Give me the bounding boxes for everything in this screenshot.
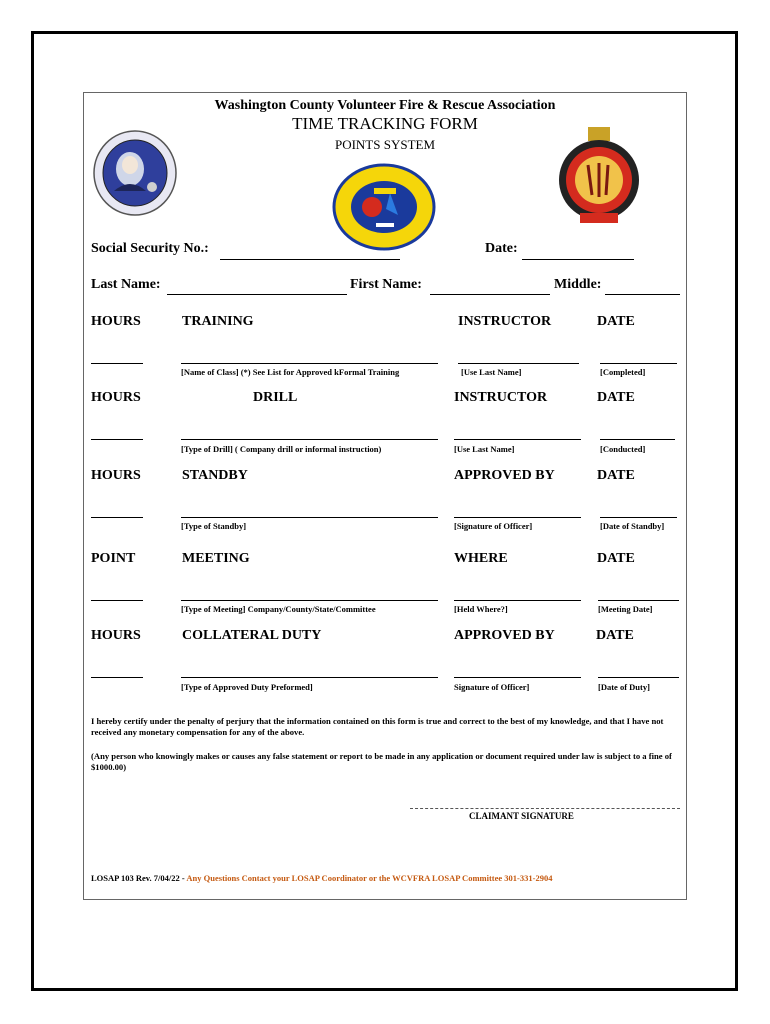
mfr-emblem-logo xyxy=(558,125,640,229)
association-badge-logo xyxy=(332,163,437,251)
county-seal-logo xyxy=(92,129,178,217)
training-instructor-line[interactable] xyxy=(458,363,579,364)
form-title: TIME TRACKING FORM xyxy=(292,114,478,133)
form-subtitle: POINTS SYSTEM xyxy=(334,137,436,152)
first-name-input-line[interactable] xyxy=(430,294,550,295)
standby-date-line[interactable] xyxy=(600,517,677,518)
first-name-label: First Name: xyxy=(350,277,422,292)
standby-date-caption: [Date of Standby] xyxy=(600,521,665,531)
form-footer xyxy=(91,873,552,883)
standby-date-header: DATE xyxy=(597,468,635,483)
drill-type-caption: [Type of Drill] ( Company drill or informal instruction) xyxy=(181,444,382,454)
collateral-duty-type-line[interactable] xyxy=(181,677,438,678)
claimant-signature-line[interactable] xyxy=(410,808,680,809)
certification-statement: I hereby certify under the penalty of perjury that the information contained on this form is true and correct to the best of my knowledge, and that I have not received any monetary compensation for any of the above. xyxy=(91,716,664,737)
training-class-caption: [Name of Class] (*) See List for Approved kFormal Training xyxy=(181,367,400,377)
date-input-line[interactable] xyxy=(522,259,634,260)
training-date-caption: [Completed] xyxy=(600,367,646,377)
collateral-date-header: DATE xyxy=(596,628,634,643)
standby-officer-signature-line[interactable] xyxy=(454,517,581,518)
middle-name-label: Middle: xyxy=(554,277,602,292)
drill-date-line[interactable] xyxy=(600,439,675,440)
meeting-date-line[interactable] xyxy=(598,600,679,601)
form-revision: LOSAP 103 Rev. 7/04/22 - xyxy=(91,873,187,883)
standby-approved-by-header: APPROVED BY xyxy=(454,468,555,483)
drill-instructor-line[interactable] xyxy=(454,439,581,440)
meeting-where-line[interactable] xyxy=(454,600,581,601)
meeting-points-line[interactable] xyxy=(91,600,143,601)
meeting-header: MEETING xyxy=(182,551,250,566)
training-hours-header: HOURS xyxy=(91,314,141,329)
standby-hours-line[interactable] xyxy=(91,517,143,518)
meeting-where-caption: [Held Where?] xyxy=(454,604,508,614)
standby-officer-caption: [Signature of Officer] xyxy=(454,521,533,531)
meeting-date-header: DATE xyxy=(597,551,635,566)
meeting-point-header: POINT xyxy=(91,551,136,566)
training-instructor-caption: [Use Last Name] xyxy=(461,367,522,377)
drill-type-line[interactable] xyxy=(181,439,438,440)
drill-header: DRILL xyxy=(253,390,298,405)
collateral-hours-line[interactable] xyxy=(91,677,143,678)
organization-name: Washington County Volunteer Fire & Rescue Association xyxy=(214,98,556,113)
ssn-input-line[interactable] xyxy=(220,259,400,260)
meeting-type-line[interactable] xyxy=(181,600,438,601)
standby-hours-header: HOURS xyxy=(91,468,141,483)
drill-date-header: DATE xyxy=(597,390,635,405)
collateral-officer-caption: Signature of Officer] xyxy=(454,682,530,692)
last-name-input-line[interactable] xyxy=(167,294,347,295)
training-date-line[interactable] xyxy=(600,363,677,364)
middle-name-input-line[interactable] xyxy=(605,294,680,295)
collateral-duty-header: COLLATERAL DUTY xyxy=(182,628,322,643)
standby-type-line[interactable] xyxy=(181,517,438,518)
contact-info: Any Questions Contact your LOSAP Coordinator or the WCVFRA LOSAP Committee 301-331-2904 xyxy=(186,873,553,883)
standby-type-caption: [Type of Standby] xyxy=(181,521,247,531)
ssn-label: Social Security No.: xyxy=(91,241,209,256)
training-class-line[interactable] xyxy=(181,363,438,364)
training-instructor-header: INSTRUCTOR xyxy=(458,314,552,329)
drill-instructor-header: INSTRUCTOR xyxy=(454,390,548,405)
drill-hours-header: HOURS xyxy=(91,390,141,405)
collateral-date-line[interactable] xyxy=(598,677,679,678)
claimant-signature-label: CLAIMANT SIGNATURE xyxy=(469,811,574,821)
form-sheet xyxy=(83,92,687,900)
drill-hours-line[interactable] xyxy=(91,439,143,440)
collateral-officer-signature-line[interactable] xyxy=(454,677,581,678)
date-label: Date: xyxy=(485,241,518,256)
training-header: TRAINING xyxy=(182,314,254,329)
collateral-approved-by-header: APPROVED BY xyxy=(454,628,555,643)
drill-instructor-caption: [Use Last Name] xyxy=(454,444,515,454)
collateral-hours-header: HOURS xyxy=(91,628,141,643)
drill-date-caption: [Conducted] xyxy=(600,444,646,454)
penalty-warning: (Any person who knowingly makes or causes any false statement or report to be made in any application or document required under law is subject to a fine of $1000.00) xyxy=(91,751,672,772)
meeting-where-header: WHERE xyxy=(454,551,508,566)
training-hours-line[interactable] xyxy=(91,363,143,364)
standby-header: STANDBY xyxy=(182,468,248,483)
last-name-label: Last Name: xyxy=(91,277,161,292)
collateral-date-caption: [Date of Duty] xyxy=(598,682,650,692)
meeting-type-caption: [Type of Meeting] Company/County/State/Committee xyxy=(181,604,376,614)
collateral-duty-caption: [Type of Approved Duty Preformed] xyxy=(181,682,313,692)
meeting-date-caption: [Meeting Date] xyxy=(598,604,653,614)
training-date-header: DATE xyxy=(597,314,635,329)
